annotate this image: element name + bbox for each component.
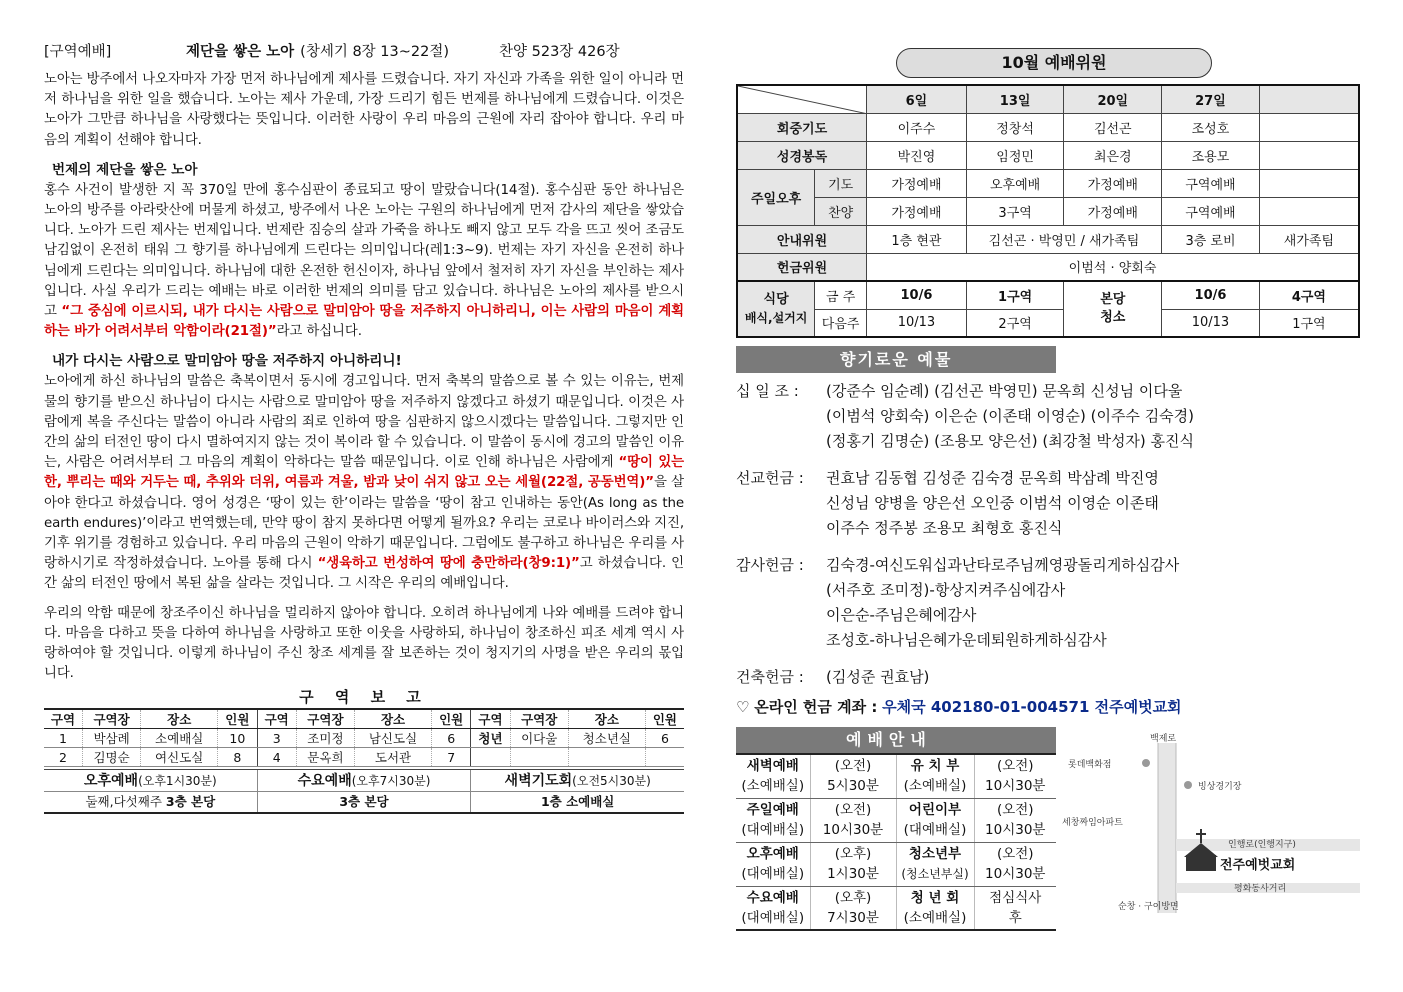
clean-group: 4구역 bbox=[1259, 281, 1359, 309]
duty-cell: 최은경 bbox=[1064, 141, 1162, 169]
row-label-clean bbox=[1064, 281, 1162, 337]
section-label: [구역예배] bbox=[44, 44, 112, 60]
duty-cell: 김선곤 bbox=[1064, 113, 1162, 141]
report-cell bbox=[510, 748, 568, 767]
report-cell: 소예배실 bbox=[141, 729, 218, 748]
row-label-offering: 헌금위원 bbox=[737, 253, 867, 281]
service-place: (대예배실) bbox=[741, 822, 805, 838]
time-value: 후 bbox=[1008, 909, 1022, 926]
report-cell: 남신도실 bbox=[355, 729, 432, 748]
report-cell: 조미정 bbox=[296, 729, 354, 748]
report-cell: 1 bbox=[44, 729, 83, 748]
duty-cell: 가정예배 bbox=[1064, 197, 1162, 225]
report-col-header: 구역 bbox=[471, 709, 510, 729]
thanks-line bbox=[826, 578, 1360, 603]
worship-guide bbox=[736, 727, 1360, 926]
church-location-map bbox=[1058, 727, 1360, 927]
meal-group: 1구역 bbox=[966, 281, 1064, 309]
report-cell bbox=[471, 748, 510, 767]
meal-date: 10/6 bbox=[867, 281, 967, 309]
service-place-name: 3층 본당 bbox=[339, 794, 389, 810]
sermon-paragraph-1: 노아는 방주에서 나오자마자 가장 먼저 하나님에게 제사를 드렸습니다. 자기 자신과 가족을 위한 일이 아니라 먼저 하나님을 위한 일을 했습니다. 노아는 제사 가운데, 가장 드리기 힘든 번제를 하나님에게 드렸습니다. 이것은 노아가 그만큼 하나님을 사랑했다는 뜻입니다. 이러한 사랑이 우리 마음의 근원에 자리 잡아야 합니다. 우리 마음의 계획이 선해야 합니다. bbox=[44, 72, 684, 148]
service-place: (대예배실) bbox=[741, 866, 805, 882]
report-col-header: 장소 bbox=[355, 709, 432, 729]
report-col-header: 인원 bbox=[218, 709, 257, 729]
this-week-label: 금 주 bbox=[815, 281, 867, 309]
report-col-header: 인원 bbox=[432, 709, 471, 729]
schedule-service bbox=[736, 886, 810, 930]
week-header: 6일 bbox=[867, 85, 967, 113]
duty-cell: 오후예배 bbox=[966, 169, 1064, 197]
map-label-church: 전주예벗교회 bbox=[1220, 858, 1296, 873]
time-value: 1시30분 bbox=[827, 866, 879, 882]
service-name bbox=[471, 770, 684, 792]
sermon-column bbox=[44, 40, 684, 814]
duty-cell: 3층 로비 bbox=[1162, 225, 1260, 253]
subheading-2: 내가 다시는 사람으로 말미암아 땅을 저주하지 아니하리니! bbox=[52, 353, 402, 370]
tithe-label: 십 일 조 : bbox=[736, 382, 799, 400]
paragraph-text: 라고 하십니다. bbox=[276, 324, 362, 340]
schedule-service bbox=[736, 754, 810, 798]
service-place bbox=[44, 792, 257, 812]
service-times bbox=[44, 769, 684, 814]
time-value: 10시30분 bbox=[985, 866, 1046, 882]
service-name: 새벽예배 bbox=[746, 758, 799, 775]
schedule-service bbox=[896, 886, 974, 930]
worship-schedule-table bbox=[736, 753, 1056, 931]
service-cell bbox=[257, 770, 471, 812]
thanks-msg: -주님은혜에감사 bbox=[869, 606, 977, 624]
corner-cell bbox=[737, 85, 867, 113]
duty-cell: 가정예배 bbox=[1064, 169, 1162, 197]
table-row bbox=[736, 754, 1056, 798]
map-label-apt: 세창짜임아파트 bbox=[1062, 818, 1123, 828]
duty-cell: 임정민 bbox=[966, 141, 1064, 169]
duty-table bbox=[736, 84, 1360, 338]
duty-cell: 조용모 bbox=[1162, 141, 1260, 169]
report-cell: 김명순 bbox=[83, 748, 141, 767]
clean-sub-label: 청소 bbox=[1100, 310, 1126, 325]
service-name: 어린이부 bbox=[908, 802, 962, 818]
subheading-1: 번제의 제단을 쌓은 노아 bbox=[52, 161, 198, 178]
report-cell: 문옥희 bbox=[296, 748, 354, 767]
service-time: (오후7시30분) bbox=[351, 774, 431, 789]
service-time: (오전5시30분) bbox=[572, 774, 651, 789]
thanks-msg: -하나님은혜가운데퇴원하게하심감사 bbox=[869, 631, 1107, 649]
tithe-line: (이범석 양회숙) 이은순 (이존태 이영순) (이주수 김숙경) bbox=[826, 407, 1195, 425]
duty-cell: 조성호 bbox=[1162, 113, 1260, 141]
row-label-sunday-pm: 주일오후 bbox=[737, 169, 815, 225]
thanks-who: 김숙경 bbox=[826, 556, 870, 574]
thanks-block bbox=[736, 553, 1360, 653]
time-value: 10시30분 bbox=[822, 822, 884, 838]
sermon-paragraph-3 bbox=[44, 372, 684, 594]
report-cell: 8 bbox=[218, 748, 257, 767]
report-cell: 7 bbox=[432, 748, 471, 767]
paragraph-text: 노아에게 하신 하나님의 말씀은 축복이면서 동시에 경고입니다. 먼저 축복의 말씀으로 볼 수 있는 이유는, 번제물의 향기를 받으신 하나님이 다시는 사람으로 말미암아 땅을 저주하지 않겠다고 하셨기 때문입니다. 이것은 사람에게 복을 주신다는 말씀이 아니라 사람의 죄로 인하여 땅을 심판하지 않으시겠다는 말씀입니다. 그렇지만 인간의 삶의 터전인 땅이 다시 멸하여지지 않는 것이 복이라 할 수 있습니다. 이 말씀이 동시에 경고의 말씀인 이유는, 사람은 어려서부터 그 마음의 계획이 악하다는 말씀 때문입니다. 이로 인해 하나님은 사람에게 bbox=[44, 374, 684, 471]
service-name: 오후예배 bbox=[746, 846, 799, 862]
road-baekje bbox=[1158, 743, 1176, 913]
time-period: (오전) bbox=[996, 802, 1034, 818]
week-header: 27일 bbox=[1162, 85, 1260, 113]
duty-cell: 박진영 bbox=[867, 141, 967, 169]
report-cell: 6 bbox=[645, 729, 684, 748]
duty-cell: 1층 현관 bbox=[867, 225, 967, 253]
sermon-paragraph-2 bbox=[44, 181, 684, 343]
row-label-prayer: 회중기도 bbox=[737, 113, 867, 141]
report-cell: 청소년실 bbox=[568, 729, 645, 748]
clean-date: 10/6 bbox=[1162, 281, 1260, 309]
duty-cell: 김선곤 · 박영민 / 새가족팀 bbox=[966, 225, 1161, 253]
mission-block bbox=[736, 466, 1360, 541]
account-number: 우체국 402180-01-004571 전주예벗교회 bbox=[882, 698, 1182, 716]
time-value: 7시30분 bbox=[827, 909, 879, 926]
time-period: 점심식사 bbox=[989, 889, 1042, 906]
schedule-time bbox=[810, 754, 896, 798]
tithe-block bbox=[736, 379, 1360, 454]
report-cell: 4 bbox=[257, 748, 296, 767]
sub-label-prayer: 기도 bbox=[815, 169, 867, 197]
quote-red: “그 중심에 이르시되, 내가 다시는 사람으로 말미암아 땅을 저주하지 아니하리니, 이는 사람의 마음이 계획하는 바가 어려서부터 악함이라(21절)” bbox=[44, 304, 684, 340]
schedule-service bbox=[896, 842, 974, 886]
time-period: (오전) bbox=[996, 758, 1034, 775]
map-label-direction: 순창 · 구이방면 bbox=[1118, 902, 1179, 912]
duty-cell bbox=[1259, 141, 1359, 169]
thanks-who: 이은순 bbox=[826, 606, 870, 624]
report-cell: 도서관 bbox=[355, 748, 432, 767]
time-period: (오전) bbox=[834, 758, 872, 775]
map-label-pyeonghwa: 평화동사거리 bbox=[1234, 884, 1287, 894]
duty-cell: 정창석 bbox=[966, 113, 1064, 141]
sermon-paragraph-4: 우리의 악함 때문에 창조주이신 하나님을 멀리하지 않아야 합니다. 오히려 하나님에게 나와 예배를 드려야 합니다. 마음을 다하고 뜻을 다하여 하나님을 사랑하고 또한 이웃을 사랑하되, 하나님이 창조하신 피조 세계 역시 사랑하여야 할 것입니다. 이렇게 하나님이 주신 창조 세계를 잘 보존하는 것이 청지기의 사명을 받은 우리의 몫입니다. bbox=[44, 605, 684, 682]
service-name: 수요예배 bbox=[746, 889, 799, 906]
sermon-header bbox=[44, 40, 684, 64]
service-place: (소예배실) bbox=[741, 778, 805, 795]
table-row bbox=[736, 842, 1056, 886]
duty-cell: 구역예배 bbox=[1162, 169, 1260, 197]
schedule-service bbox=[896, 754, 974, 798]
duty-cell: 이범석 · 양회숙 bbox=[867, 253, 1359, 281]
report-cell: 청년 bbox=[471, 729, 510, 748]
report-col-header: 인원 bbox=[645, 709, 684, 729]
meal-label: 식당 bbox=[763, 291, 789, 307]
service-place bbox=[471, 792, 684, 812]
service-cell bbox=[470, 770, 684, 812]
clean-label: 본당 bbox=[1100, 292, 1126, 307]
hymn-numbers: 찬양 523장 426장 bbox=[499, 44, 620, 60]
duty-cell bbox=[1259, 197, 1359, 225]
mission-line: 이주수 정주봉 조용모 최형호 홍진식 bbox=[826, 519, 1063, 537]
report-cell: 6 bbox=[432, 729, 471, 748]
account-label: 온라인 헌금 계좌 : bbox=[754, 698, 878, 716]
time-period: (오전) bbox=[834, 802, 872, 818]
building-label: 건축헌금 : bbox=[736, 668, 804, 686]
meal-group: 2구역 bbox=[966, 309, 1064, 337]
service-name: 청 년 회 bbox=[910, 889, 960, 906]
schedule-time bbox=[974, 754, 1056, 798]
paragraph-text: 홍수 사건이 발생한 지 꼭 370일 만에 홍수심판이 종료되고 땅이 말랐습니다(14절). 홍수심판 동안 하나님은 노아의 방주를 아라랏산에 머물게 하셨고, 방주에서 나온 노아는 구원의 하나님에게 먼저 감사의 제단을 쌓았습니다. 노아가 드린 제사는 번제입니다. 번제란 짐승의 살과 가죽을 하나도 빼지 않고 모두 각을 뜨고 씻어 조금도 남김없이 온전히 태워 그 향기를 하나님에게 드린다는 의미입니다(레1:3~9). 번제는 자기 자신을 온전히 하나님에게 드린다는 의미입니다. 하나님에 대한 온전한 헌신이자, 하나님 앞에서 철저히 자기 자신을 부인하는 제사입니다. 사실 우리가 드리는 예배는 바로 이러한 번제의 의미를 담고 있습니다. 하나님은 노아의 제사를 받으시고 bbox=[44, 182, 684, 320]
thanks-who: 조성호 bbox=[826, 631, 870, 649]
schedule-time bbox=[974, 798, 1056, 842]
table-row bbox=[44, 729, 684, 748]
map-label-lotte: 롯데백화점 bbox=[1068, 760, 1112, 770]
report-col-header: 구역장 bbox=[83, 709, 141, 729]
info-column bbox=[736, 48, 1360, 926]
thanks-label: 감사헌금 : bbox=[736, 556, 804, 574]
table-row bbox=[736, 886, 1056, 930]
row-label-meal bbox=[737, 281, 815, 337]
row-label-usher: 안내위원 bbox=[737, 225, 867, 253]
week-header: 20일 bbox=[1064, 85, 1162, 113]
report-cell: 3 bbox=[257, 729, 296, 748]
thanks-who: (서주호 조미정) bbox=[826, 581, 930, 599]
quote-red: “생육하고 번성하여 땅에 충만하라(창9:1)” bbox=[317, 556, 580, 572]
week-header: 13일 bbox=[966, 85, 1064, 113]
duty-title: 10월 예배위원 bbox=[896, 48, 1212, 78]
time-period: (오전) bbox=[996, 846, 1034, 862]
heart-icon: ♡ bbox=[736, 698, 750, 716]
duty-cell bbox=[1259, 113, 1359, 141]
district-report-table bbox=[44, 708, 684, 767]
next-week-label: 다음주 bbox=[815, 309, 867, 337]
service-place: (대예배실) bbox=[903, 822, 967, 838]
worship-guide-title: 예배안내 bbox=[736, 727, 1056, 753]
offerings-list bbox=[736, 379, 1360, 690]
service-place: (소예배실) bbox=[903, 778, 967, 795]
duty-cell bbox=[1259, 169, 1359, 197]
service-title: 수요예배 bbox=[297, 773, 352, 790]
meal-sub-label: 배식,설거지 bbox=[744, 310, 808, 325]
service-name: 주일예배 bbox=[746, 802, 799, 818]
map-label-ice: 빙상경기장 bbox=[1198, 782, 1242, 792]
report-cell: 여신도실 bbox=[141, 748, 218, 767]
row-label-reading: 성경봉독 bbox=[737, 141, 867, 169]
report-cell bbox=[568, 748, 645, 767]
service-place-name: 3층 본당 bbox=[165, 794, 216, 810]
thanks-line bbox=[826, 553, 1360, 578]
thanks-msg: -항상지켜주심에감사 bbox=[929, 581, 1066, 599]
building-block bbox=[736, 665, 1360, 690]
service-title: 오후예배 bbox=[83, 773, 139, 790]
duty-cell: 가정예배 bbox=[867, 197, 967, 225]
table-row bbox=[44, 748, 684, 767]
service-place-name: 1층 소예배실 bbox=[540, 794, 615, 810]
offerings-title: 향기로운 예물 bbox=[736, 346, 1056, 373]
report-cell: 10 bbox=[218, 729, 257, 748]
tithe-line: (정홍기 김명순) (조용모 양은선) (최강철 박성자) 홍진식 bbox=[826, 432, 1195, 450]
time-period: (오후) bbox=[834, 889, 872, 906]
online-account bbox=[736, 696, 1360, 717]
paragraph-text: 을 살아야 한다고 하셨습니다. 영어 성경은 ‘땅이 있는 한’이라는 말씀을 ‘땅이 참고 인내하는 동안(As long as the earth endures)’이라고 번역했는데, 만약 땅이 참지 못하다면 어떻게 될까요? 우리는 코로나 바이러스와 지진, 기후 위기를 경험하고 있습니다. 우리 마음의 근원이 악하기 때문입니다. 그럼에도 불구하고 하나님은 우리를 사랑하시기로 작정하셨습니다. 노아를 통해 다시 bbox=[44, 475, 684, 572]
service-place: (소예배실) bbox=[903, 909, 967, 926]
service-cell bbox=[44, 770, 257, 812]
service-name: 청소년부 bbox=[908, 846, 962, 862]
service-time: (오후1시30분) bbox=[138, 774, 217, 789]
duty-cell: 이주수 bbox=[867, 113, 967, 141]
duty-cell: 3구역 bbox=[966, 197, 1064, 225]
service-name: 유 치 부 bbox=[910, 758, 960, 775]
thanks-line bbox=[826, 628, 1360, 653]
report-col-header: 장소 bbox=[141, 709, 218, 729]
report-cell: 이다울 bbox=[510, 729, 568, 748]
report-cell bbox=[645, 748, 684, 767]
lotte-marker bbox=[1142, 759, 1150, 767]
report-col-header: 구역장 bbox=[510, 709, 568, 729]
clean-group: 1구역 bbox=[1259, 309, 1359, 337]
district-report-title: 구 역 보 고 bbox=[299, 688, 429, 707]
schedule-service bbox=[736, 842, 810, 886]
service-place-prefix: 둘째,다섯째주 bbox=[85, 794, 166, 810]
clean-date: 10/13 bbox=[1162, 309, 1260, 337]
duty-cell: 가정예배 bbox=[867, 169, 967, 197]
report-col-header: 장소 bbox=[568, 709, 645, 729]
sermon-title: 제단을 쌓은 노아 bbox=[186, 44, 295, 60]
map-label-road: 백제로 bbox=[1150, 734, 1177, 744]
schedule-time bbox=[810, 842, 896, 886]
report-col-header: 구역 bbox=[44, 709, 83, 729]
thanks-line bbox=[826, 603, 1360, 628]
schedule-time bbox=[810, 886, 896, 930]
time-period: (오후) bbox=[834, 846, 872, 862]
tithe-line: (강준수 임순례) (김선곤 박영민) 문옥희 신성님 이다울 bbox=[826, 382, 1183, 400]
report-col-header: 구역장 bbox=[296, 709, 354, 729]
ice-rink-marker bbox=[1184, 781, 1192, 789]
schedule-time bbox=[974, 886, 1056, 930]
meal-date: 10/13 bbox=[867, 309, 967, 337]
service-place: (대예배실) bbox=[741, 909, 805, 926]
quote-red: “땅이 있는 한, 뿌리는 때와 거두는 때, 추위와 더위, 여름과 겨울, 밤과 낮이 쉬지 않고 오는 세월(22절, 공동번역)” bbox=[44, 455, 684, 491]
report-cell: 박삼례 bbox=[83, 729, 141, 748]
time-value: 10시30분 bbox=[985, 778, 1046, 795]
report-col-header: 구역 bbox=[257, 709, 296, 729]
service-name bbox=[44, 770, 257, 792]
mission-line: 권효남 김동협 김성준 김숙경 문옥희 박삼례 박진영 bbox=[826, 469, 1159, 487]
service-place bbox=[258, 792, 471, 812]
schedule-time bbox=[810, 798, 896, 842]
diagonal-line bbox=[738, 86, 868, 114]
time-value: 10시30분 bbox=[985, 822, 1046, 838]
service-place: (청소년부실) bbox=[901, 867, 969, 881]
sub-label-praise: 찬양 bbox=[815, 197, 867, 225]
schedule-service bbox=[896, 798, 974, 842]
week-header bbox=[1259, 85, 1359, 113]
service-title: 새벽기도회 bbox=[504, 773, 573, 790]
mission-label: 선교헌금 : bbox=[736, 469, 804, 487]
schedule-time bbox=[974, 842, 1056, 886]
schedule-service bbox=[736, 798, 810, 842]
service-name bbox=[258, 770, 471, 792]
duty-cell: 구역예배 bbox=[1162, 197, 1260, 225]
report-cell: 2 bbox=[44, 748, 83, 767]
map-label-inhaeng: 인행로(인행지구) bbox=[1228, 840, 1296, 850]
table-row bbox=[736, 798, 1056, 842]
scripture-ref: (창세기 8장 13~22절) bbox=[300, 44, 449, 60]
thanks-msg: -여신도워십과난타로주님께영광돌리게하심감사 bbox=[869, 556, 1180, 574]
mission-line: 신성님 양병을 양은선 오인중 이범석 이영순 이존태 bbox=[826, 494, 1159, 512]
building-line: (김성준 권효남) bbox=[826, 668, 930, 686]
time-value: 5시30분 bbox=[827, 778, 879, 795]
paragraph-text: 고 하셨습니다. 인간 삶의 터전인 땅에서 복된 삶을 살라는 것입니다. 그 시작은 우리의 예배입니다. bbox=[44, 556, 684, 592]
duty-cell: 새가족팀 bbox=[1259, 225, 1359, 253]
